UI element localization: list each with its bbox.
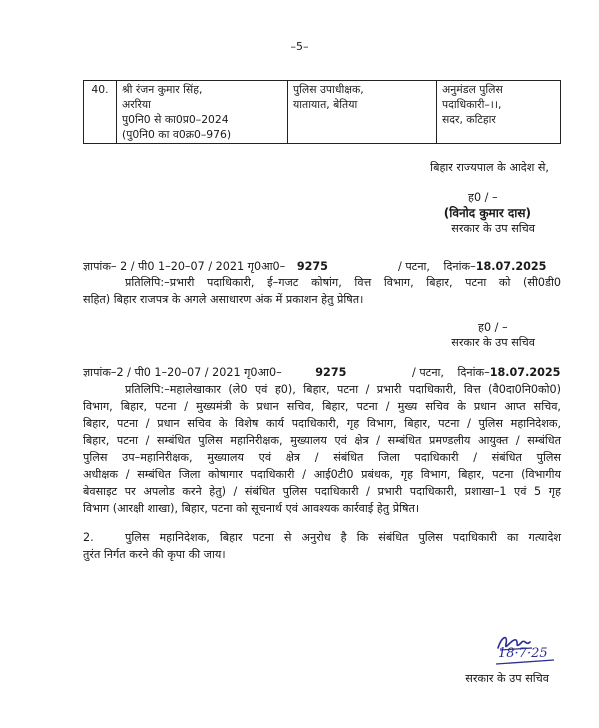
new-post-line: अनुमंडल पुलिस	[442, 83, 503, 96]
signer-designation: सरकार के उप सचिव	[451, 222, 535, 235]
officer-name: श्री रंजन कुमार सिंह,	[122, 83, 203, 96]
memo2-place: / पटना,	[412, 366, 444, 379]
memo2-line: विभाग (आरक्षी शाखा), बिहार, पटना को सूचनार्थ एवं आवश्यक कार्रवाई हेतु प्रेषित।	[83, 502, 420, 515]
signature-date: 18·7·25	[498, 646, 548, 661]
memo2-date: 18.07.2025	[489, 366, 561, 379]
memo1-date-label: दिनांक–	[443, 260, 476, 273]
memo2-line: बिहार, पटना / प्रधान सचिव के विशेष कार्य पदाधिकारी, गृह विभाग, बिहार, पटना / पुलिस महानिदेशक,	[83, 417, 561, 430]
current-post-cell	[288, 81, 437, 144]
memo1-date: 18.07.2025	[475, 260, 547, 273]
memo2-line: बिहार, पटना / सम्बंधित पुलिस महानिरीक्षक, मुख्यालय एवं क्षेत्र / सम्बंधित प्रमण्डलीय आयुक्त / सम्बंधित	[83, 434, 561, 447]
memo2-ref-text: ज्ञापांक–2 / पी0 1–20–07 / 2021 गृ0आ0–	[83, 366, 282, 379]
memo2-line: बेवसाइट पर अपलोड करने हेतु) / संबंधित पुलिस पदाधिकारी / प्रभारी पदाधिकारी, प्रशाखा–1 एवं 5 गृह	[83, 485, 561, 498]
current-post-line: पुलिस उपाधीक्षक,	[293, 83, 364, 96]
signer-name: (विनोद कुमार दास)	[443, 206, 531, 220]
memo1-place: / पटना,	[398, 260, 430, 273]
governor-order-line: बिहार राज्यपाल के आदेश से,	[430, 161, 549, 174]
memo1-signed-mark: ह0 / –	[478, 321, 508, 334]
memo2-line: प्रतिलिपि:–महालेखाकार (ले0 एवं ह0), बिहार, पटना / प्रभारी पदाधिकारी, वित्त (वै0दा0नि0को0)	[125, 383, 561, 396]
handwritten-signature	[492, 630, 560, 670]
memo1-designation: सरकार के उप सचिव	[451, 336, 535, 349]
memo2-ref-number: 9275	[315, 366, 347, 379]
memo1-ref-number: 9275	[296, 260, 328, 273]
officer-district: अररिया	[122, 98, 151, 111]
memo2-para2	[83, 531, 561, 565]
transfer-table	[83, 80, 561, 144]
para2-line: पुलिस महानिदेशक, बिहार पटना से अनुरोध है कि संबंधित पुलिस पदाधिकारी का गत्यादेश	[125, 531, 561, 544]
signed-mark: ह0 / –	[468, 191, 498, 204]
memo1-ref	[83, 260, 328, 274]
new-post-cell	[437, 81, 561, 144]
memo2-line: विभाग, बिहार, पटना / मुख्यमंत्री के प्रधान सचिव, बिहार, पटना / मुख्य सचिव के प्रधान आप्त सचिव,	[83, 400, 561, 413]
memo1-ref-text: ज्ञापांक– 2 / पी0 1–20–07 / 2021 गृ0आ0–	[83, 260, 286, 273]
memo2-designation: सरकार के उप सचिव	[465, 672, 549, 685]
officer-name-cell	[117, 81, 288, 144]
memo1-body	[83, 276, 561, 310]
memo2-line: अधीक्षक / सम्बंधित जिला कोषागार पदाधिकारी / आई0टी0 प्रबंधक, गृह विभाग, बिहार, पटना (विभागीय	[83, 468, 561, 481]
officer-promotion: पु0नि0 से का0प्र0–2024	[122, 113, 229, 126]
memo2-place-date	[412, 366, 560, 380]
memo2-ref	[83, 366, 346, 380]
para2-number: 2.	[83, 531, 94, 544]
serial-number-cell: 40.	[84, 81, 117, 144]
page-number: –5–	[290, 40, 309, 53]
new-post-line: पदाधिकारी–।।,	[442, 98, 502, 111]
memo2-date-label: दिनांक–	[457, 366, 490, 379]
current-post-line: यातायात, बेतिया	[293, 98, 358, 111]
officer-seniority: (पु0नि0 का व0क्र0–976)	[122, 128, 232, 141]
new-post-line: सदर, कटिहार	[442, 113, 496, 126]
memo1-line: प्रतिलिपि:–प्रभारी पदाधिकारी, ई–गजट कोषांग, वित्त विभाग, बिहार, पटना को (सी0डी0	[125, 276, 561, 289]
memo1-place-date	[398, 260, 546, 274]
memo2-body	[83, 383, 561, 519]
memo2-line: पुलिस उप–महानिरीक्षक, मुख्यालय एवं क्षेत्र / संबंधित जिला पदाधिकारी / संबंधित पुलिस	[83, 451, 561, 464]
para2-line: तुरंत निर्गत करने की कृपा की जाय।	[83, 548, 226, 561]
table-row	[84, 81, 561, 144]
memo1-line: सहित) बिहार राजपत्र के अगले असाधारण अंक में प्रकाशन हेतु प्रेषित।	[83, 293, 364, 306]
